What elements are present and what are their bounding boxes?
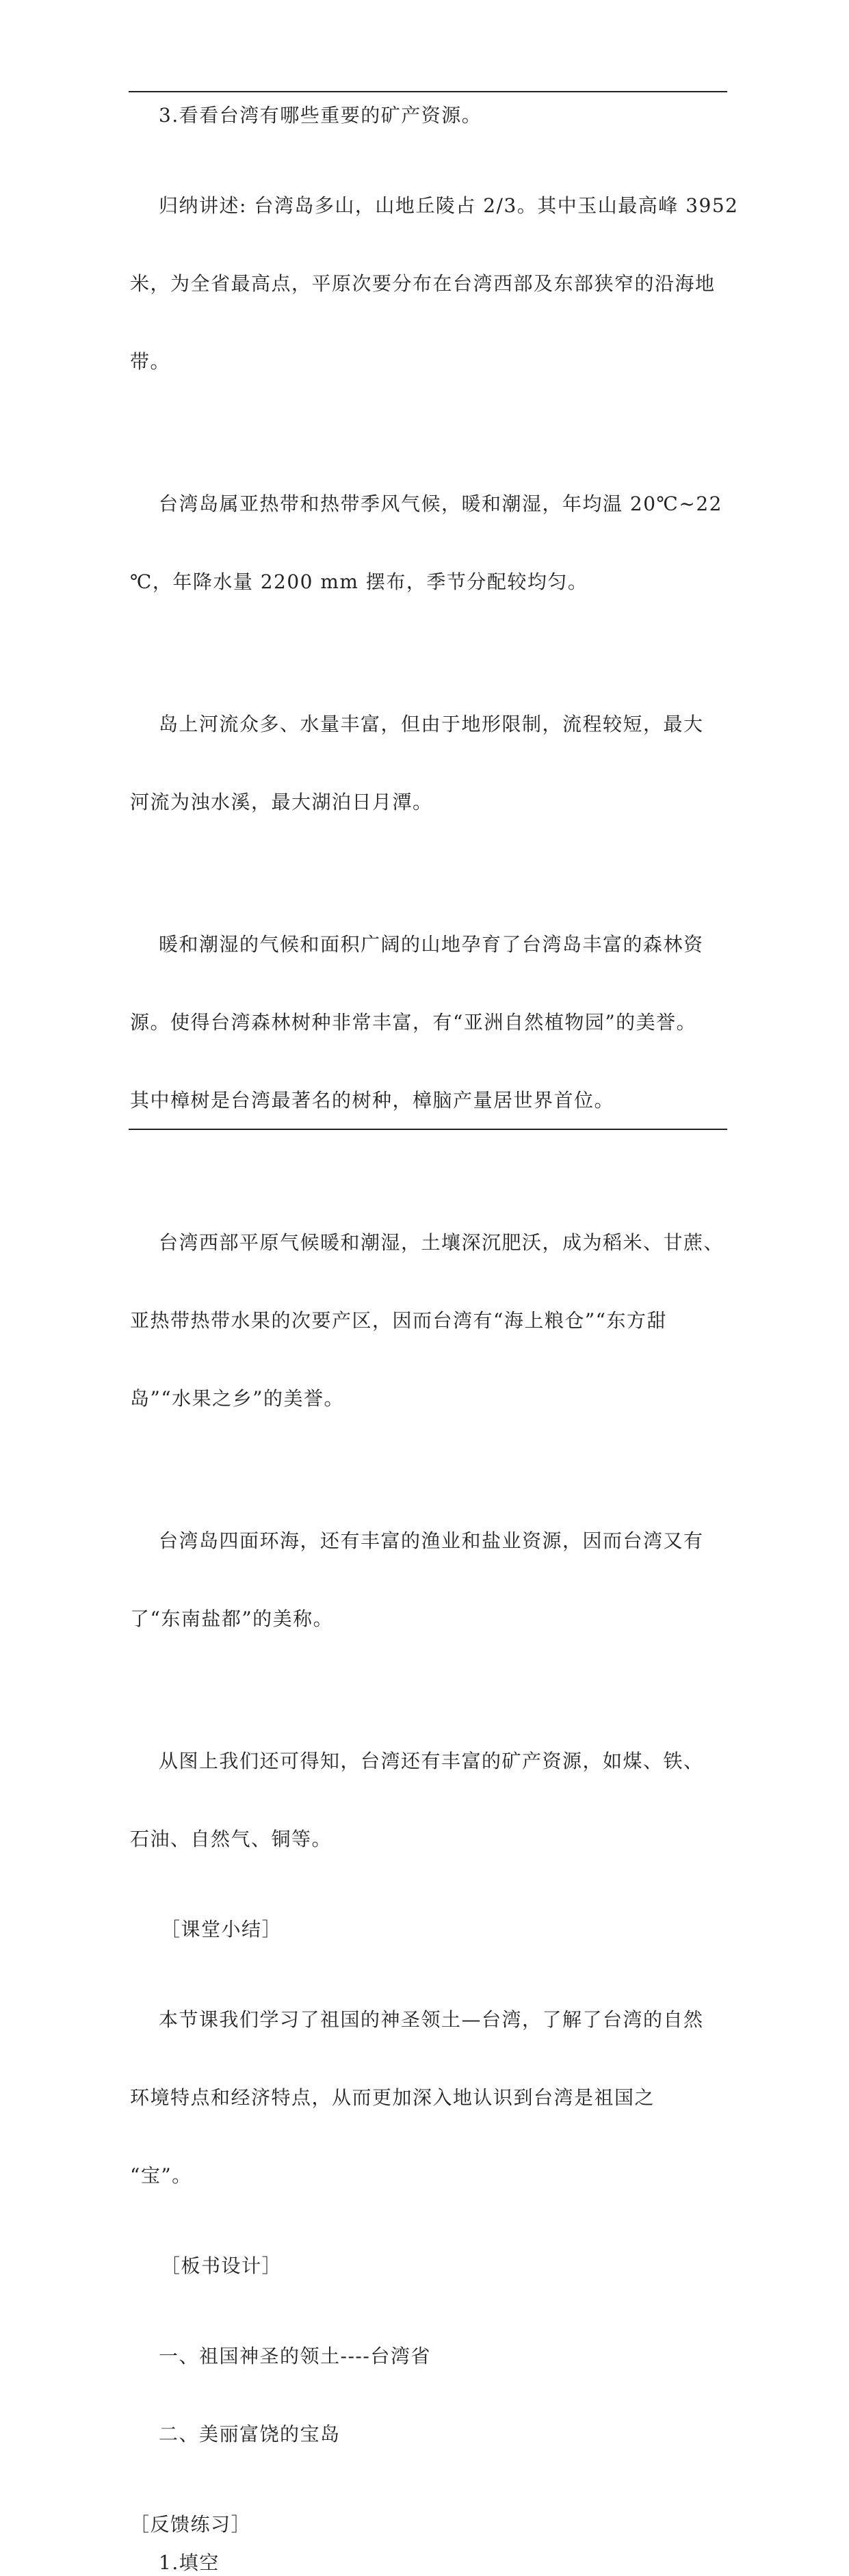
board-item: 一、祖国神圣的领土----台湾省 <box>159 2345 431 2367</box>
text-line: “宝”。 <box>130 2164 192 2187</box>
board-item: 二、美丽富饶的宝岛 <box>159 2423 341 2445</box>
text-line: 本节课我们学习了祖国的神圣领土—台湾，了解了台湾的自然 <box>159 2008 704 2031</box>
paragraph-climate <box>130 439 725 647</box>
text-line: 岛”“水果之乡”的美誉。 <box>130 1387 344 1410</box>
text-line: 了“东南盐都”的美称。 <box>130 1607 334 1630</box>
exercise-item: 1.填空 <box>159 2551 220 2574</box>
paragraph-minerals <box>130 1696 725 1904</box>
paragraph-class-summary <box>130 1955 725 2241</box>
text-line: 米，为全省最高点，平原次要分布在台湾西部及东部狭窄的沿海地 <box>130 272 716 295</box>
board-design-title: ［板书设计］ <box>161 2255 283 2277</box>
paragraph-forest <box>130 880 725 1166</box>
text-line: 台湾岛属亚热带和热带季风气候，暖和潮湿，年均温 20℃~22 <box>159 492 722 515</box>
document-body <box>130 103 739 2576</box>
footer-rule <box>129 1129 727 1130</box>
class-summary-title: ［课堂小结］ <box>161 1918 283 1941</box>
paragraph-agriculture <box>130 1178 725 1464</box>
text-line: 源。使得台湾森林树种非常丰富，有“亚洲自然植物园”的美誉。 <box>130 1011 697 1034</box>
text-line: 归纳讲述: 台湾岛多山，山地丘陵占 2/3。其中玉山最高峰 3952 <box>159 194 739 217</box>
text-line: 环境特点和经济特点，从而更加深入地认识到台湾是祖国之 <box>130 2086 655 2109</box>
paragraph-sea <box>130 1476 725 1684</box>
text-line: 带。 <box>130 350 171 373</box>
heading-item: 3.看看台湾有哪些重要的矿产资源。 <box>159 104 482 127</box>
feedback-title: ［反馈练习］ <box>130 2513 252 2536</box>
text-line: 石油、自然气、铜等。 <box>130 1828 332 1850</box>
text-line: 岛上河流众多、水量丰富，但由于地形限制，流程较短，最大 <box>159 713 704 735</box>
header-rule <box>129 91 727 92</box>
paragraph-summary <box>130 141 739 427</box>
paragraph-rivers <box>130 659 725 867</box>
text-line: 从图上我们还可得知，台湾还有丰富的矿产资源，如煤、铁、 <box>159 1750 704 1772</box>
text-line: 其中樟树是台湾最著名的树种，樟脑产量居世界首位。 <box>130 1089 615 1112</box>
text-line: 台湾岛四面环海，还有丰富的渔业和盐业资源，因而台湾又有 <box>159 1529 704 1552</box>
board-items <box>130 2291 725 2499</box>
text-line: ℃，年降水量 2200 mm 摆布，季节分配较均匀。 <box>130 570 588 593</box>
text-line: 暖和潮湿的气候和面积广阔的山地孕育了台湾岛丰富的森林资 <box>159 933 704 956</box>
text-line: 台湾西部平原气候暖和潮湿，土壤深沉肥沃，成为稻米、甘蔗、 <box>159 1231 724 1254</box>
text-line: 河流为浊水溪，最大湖泊日月潭。 <box>130 791 433 813</box>
text-line: 亚热带热带水果的次要产区，因而台湾有“海上粮仓”“东方甜 <box>130 1309 667 1332</box>
